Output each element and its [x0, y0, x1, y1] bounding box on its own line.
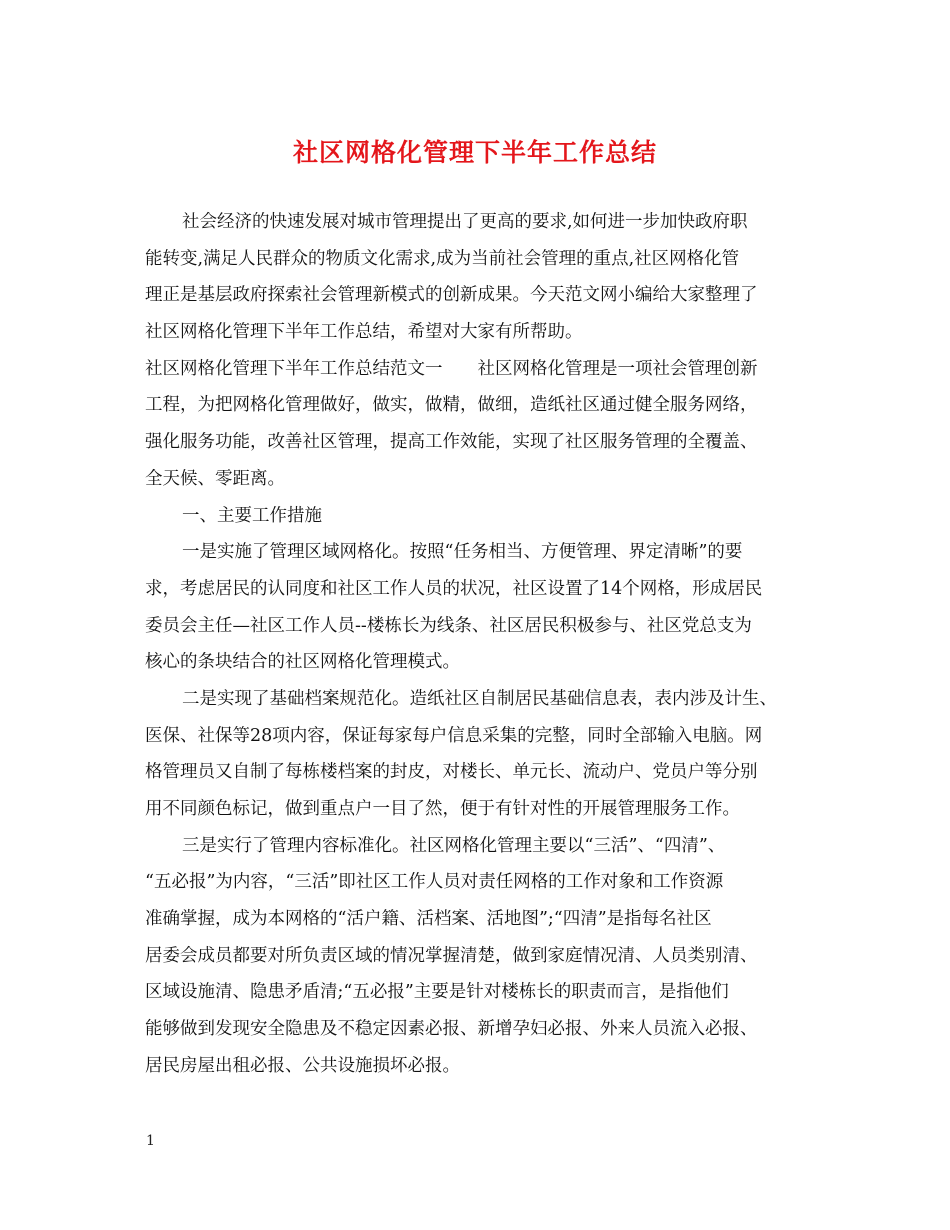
- body-line: 一、主要工作措施: [182, 505, 322, 526]
- page-number: 1: [146, 1133, 155, 1149]
- body-line: 二是实现了基础档案规范化。造纸社区自制居民基础信息表，表内涉及计生、: [182, 688, 777, 709]
- body-line: 工程，为把网格化管理做好，做实，做精，做细，造纸社区通过健全服务网络，: [145, 395, 758, 416]
- body-line: 核心的条块结合的社区网格化管理模式。: [145, 652, 460, 673]
- body-line: 社区网格化管理下半年工作总结，希望对大家有所帮助。: [145, 322, 583, 343]
- body-line: 求，考虑居民的认同度和社区工作人员的状况，社区设置了14个网格，形成居民: [145, 578, 763, 599]
- document-title: 社区网格化管理下半年工作总结: [292, 138, 657, 167]
- body-line: 三是实行了管理内容标准化。社区网格化管理主要以“三活”、“四清”、: [182, 835, 726, 856]
- body-line: 居民房屋出租必报、公共设施损坏必报。: [145, 1055, 460, 1076]
- body-line: 准确掌握，成为本网格的“活户籍、活档案、活地图”;“四清”是指每名社区: [145, 909, 712, 930]
- body-line: 用不同颜色标记，做到重点户一目了然，便于有针对性的开展管理服务工作。: [145, 799, 740, 819]
- body-line: 社区网格化管理下半年工作总结范文一 社区网格化管理是一项社会管理创新: [145, 358, 758, 379]
- body-line: 委员会主任—社区工作人员--楼栋长为线条、社区居民积极参与、社区党总支为: [145, 615, 752, 636]
- body-line: 理正是基层政府探索社会管理新模式的创新成果。今天范文网小编给大家整理了: [145, 285, 758, 306]
- body-line: 医保、社保等28项内容，保证每家每户信息采集的完整，同时全部输入电脑。网: [145, 725, 763, 746]
- body-line: 居委会成员都要对所负责区域的情况掌握清楚，做到家庭情况清、人员类别清、: [145, 945, 758, 966]
- body-line: 一是实施了管理区域网格化。按照“任务相当、方便管理、界定清晰”的要: [182, 542, 743, 563]
- body-line: 能转变,满足人民群众的物质文化需求,成为当前社会管理的重点,社区网格化管: [145, 248, 740, 269]
- document-body: [145, 204, 809, 1085]
- body-line: 强化服务功能，改善社区管理，提高工作效能，实现了社区服务管理的全覆盖、: [145, 432, 758, 453]
- body-line: 格管理员又自制了每栋楼档案的封皮，对楼长、单元长、流动户、党员户等分别: [145, 762, 758, 783]
- body-line: 能够做到发现安全隐患及不稳定因素必报、新增孕妇必报、外来人员流入必报、: [145, 1019, 758, 1040]
- body-line: 全天候、零距离。: [145, 468, 285, 489]
- body-line: 社会经济的快速发展对城市管理提出了更高的要求,如何进一步加快政府职: [182, 212, 748, 232]
- body-line: 区域设施清、隐患矛盾清;“五必报”主要是针对楼栋长的职责而言，是指他们: [145, 982, 729, 1003]
- body-line: “五必报”为内容，“三活”即社区工作人员对责任网格的工作对象和工作资源: [145, 872, 724, 893]
